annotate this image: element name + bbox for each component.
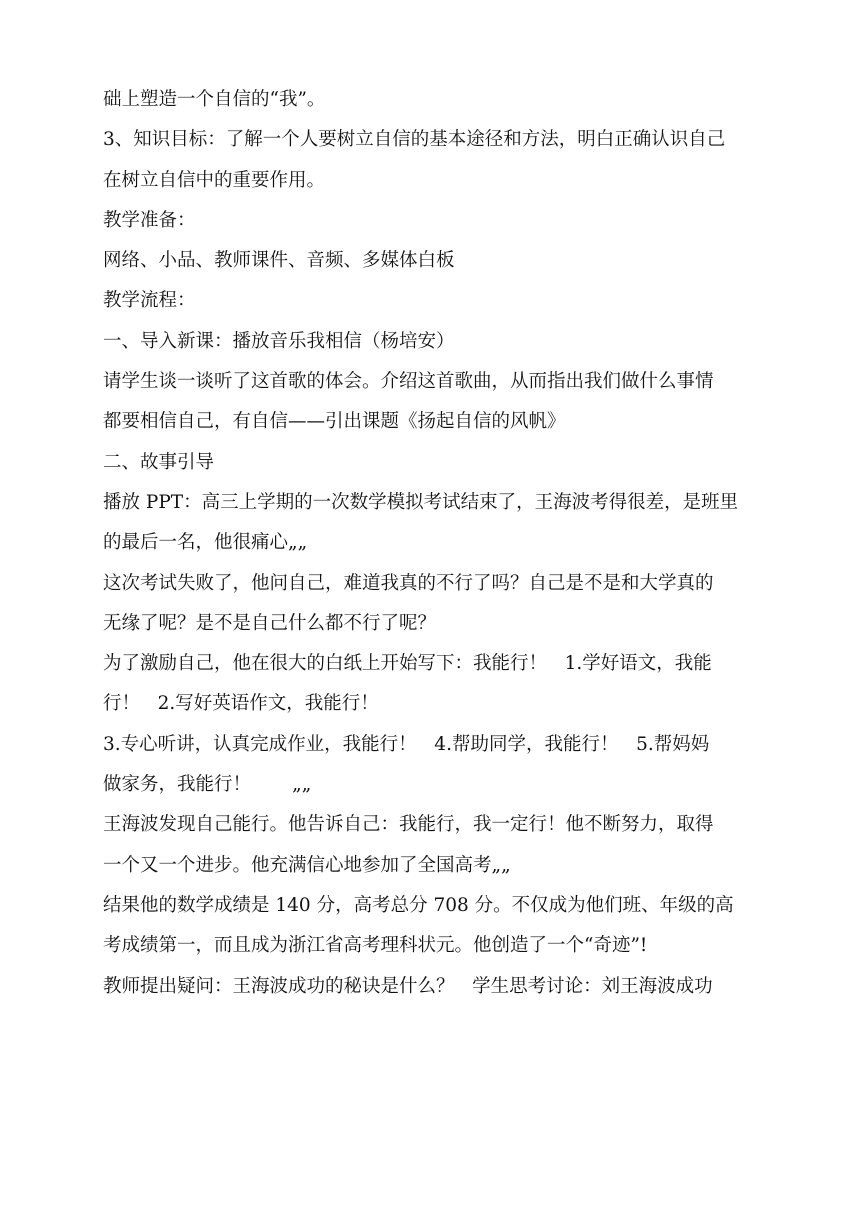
text-line: 做家务，我能行！ „„ [103,774,312,796]
document-body [103,80,783,1007]
text-line: 3.专心听讲，认真完成作业，我能行！ 4.帮助同学，我能行！ 5.帮妈妈 [103,733,710,755]
text-line: 础上塑造一个自信的“我”。 [103,89,326,110]
section-heading: 一、导入新课：播放音乐我相信（杨培安） [103,330,455,352]
text-line: 结果他的数学成绩是 140 分，高考总分 708 分。不仅成为他们班、年级的高 [103,894,734,916]
text-line: 教师提出疑问：王海波成功的秘诀是什么？ 学生思考讨论：刘王海波成功 [103,975,713,997]
text-line: 无缘了呢？是不是自己什么都不行了呢？ [103,612,437,634]
text-line: 都要相信自己，有自信——引出课题《扬起自信的风帆》 [103,411,566,433]
text-line: 行！ 2.写好英语作文，我能行！ [103,693,379,715]
text-line: 这次考试失败了，他问自己，难道我真的不行了吗？自己是不是和大学真的 [103,572,714,594]
text-line: 王海波发现自己能行。他告诉自己：我能行，我一定行！他不断努力，取得 [103,814,714,836]
text-line: 的最后一名，他很痛心„„ [103,532,308,554]
text-line: 考成绩第一，而且成为浙江省高考理科状元。他创造了一个“奇迹”! [103,935,648,957]
section-heading: 教学流程： [103,290,196,312]
text-line: 在树立自信中的重要作用。 [103,169,326,191]
text-line: 3、知识目标：了解一个人要树立自信的基本途径和方法，明白正确认识自己 [103,129,726,151]
section-heading: 二、故事引导 [103,451,215,473]
text-line: 为了激励自己，他在很大的白纸上开始写下：我能行！ 1.学好语文，我能 [103,653,712,675]
text-line: 网络、小品、教师课件、音频、多媒体白板 [103,250,455,272]
text-line: 一个又一个进步。他充满信心地参加了全国高考„„ [103,854,511,876]
text-line: 请学生谈一谈听了这首歌的体会。介绍这首歌曲，从而指出我们做什么事情 [103,371,714,393]
section-heading: 教学准备： [103,209,196,231]
text-line: 播放 PPT：高三上学期的一次数学模拟考试结束了，王海波考得很差，是班里 [103,491,739,513]
